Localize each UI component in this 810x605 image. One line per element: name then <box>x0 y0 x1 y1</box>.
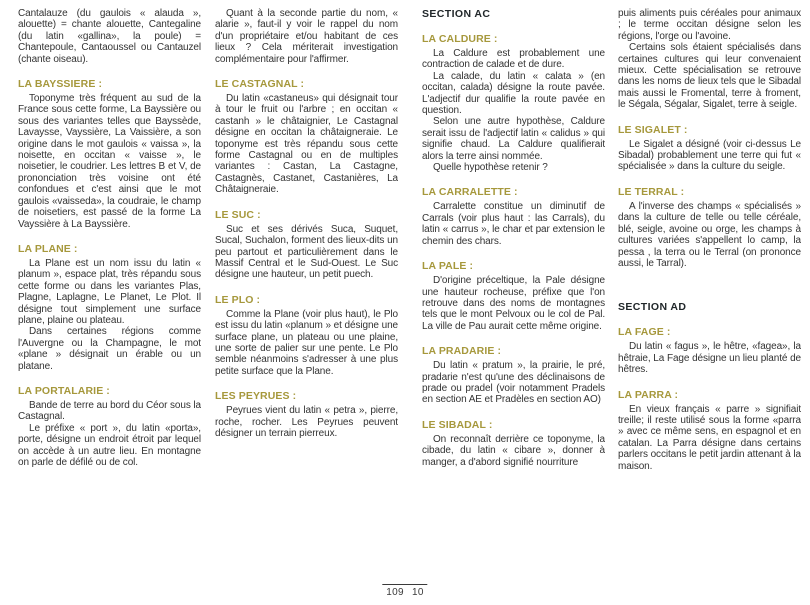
paragraph: D'origine préceltique, la Pale désigne une hauteur rocheuse, préfixe que l'on retrouve dans des noms de montagnes tels que le mont Pelvoux ou le col de Pal. La ville de Pau aurait cette même origine. <box>422 275 605 332</box>
paragraph: puis aliments puis céréales pour animaux ; le terme occitan désigne selon les régions, l'orge ou l'avoine. <box>618 8 801 42</box>
paragraph: Cantalauze (du gaulois « alauda », alouette) = chante alouette, Cantegaline (du latin «gallina», la poule) = Chantepoule, Cantaoussel ou Cantauzel (chante oiseau). <box>18 8 201 65</box>
section-heading: SECTION AC <box>422 8 491 20</box>
paragraph: Toponyme très fréquent au sud de la France sous cette forme, La Bayssière ou sous des variantes telles que Bayssède, Lavaysse, Vayssière, La Vaissière, a son origine dans le mot gaulois « vaissa », la noisette, en occitan « vaisse », le noisetier, le coudrier. Les lettres B et V, de prononciation très voisine ont été confondues et c'est ainsi que le mot gaulois «vaisseda», la coudraie, le champ de noisetiers, est passé de la forme La Vayssière à La Bayssière. <box>18 93 201 230</box>
paragraph: Certains sols étaient spécialisés dans certaines cultures qui leur convenaient mieux. Cette spécialisation se retrouve dans les noms de lieux tels que le Sibadal mais aussi le Fromental, terre à froment, le Ségala, Ségalar, Sigalet, terre à seigle. <box>618 42 801 111</box>
entry-heading: LA PRADARIE : <box>422 345 502 358</box>
paragraph: La calade, du latin « calata » (en occitan, calada) désigne la route pavée. L'adjectif dur qualifie la route pavée en question. <box>422 70 605 117</box>
paragraph: A l'inverse des champs « spécialisés » dans la culture de telle ou telle céréale, blé, seigle, avoine ou orge, les champs à cultures variées s'appellent lo camp, la pessa , la terra ou le Terral (on prononce aussi, le Tarral). <box>618 200 801 269</box>
paragraph: On reconnaît derrière ce toponyme, la cibade, du latin « cibare », donner à manger, a d'abord signifié nourriture <box>422 433 605 468</box>
paragraph: Quelle hypothèse retenir ? <box>433 162 548 174</box>
entry-heading: LE SIGALET : <box>618 123 688 136</box>
paragraph: En vieux français « parre » signifiait treille; il reste utilisé sous la forme «parra » avec ce même sens, en espagnol et en catalan. La Parra désigne dans certains parlers occitans le petit jardin attenant à la maison. <box>618 403 801 472</box>
entry-heading: LE SUC : <box>215 208 261 221</box>
entry-heading: LA PLANE : <box>18 242 78 255</box>
entry-heading: LE SIBADAL : <box>422 418 493 431</box>
column-3 <box>422 8 605 576</box>
entry-heading: LA CALDURE : <box>422 33 498 45</box>
page-footer <box>382 582 427 600</box>
paragraph: La Caldure est probablement une contraction de calade et de dure. <box>422 48 605 71</box>
section-heading: SECTION AD <box>618 301 687 314</box>
paragraph: La Plane est un nom issu du latin « planum », espace plat, très répandu sous cette forme ou dans les variantes Plas, Plagne, Laplagne, Le Planet, Le Plot. Il désigne tout simplement une surface plane, plaine ou plateau. <box>18 257 201 326</box>
entry-heading: LA PORTALARIE : <box>18 384 110 397</box>
entry-heading: LA PALE : <box>422 260 474 273</box>
page-number: 109 10 <box>382 584 427 598</box>
entry-heading: LE PLO : <box>215 293 261 306</box>
paragraph: Dans certaines régions comme l'Auvergne ou la Champagne, le mot «plane » désignait un érable ou un platane. <box>18 326 201 372</box>
paragraph: Le préfixe « port », du latin «porta», porte, désigne un endroit étroit par lequel on accède à un autre lieu. En montagne on parle de défilé ou de col. <box>18 422 201 468</box>
entry-heading: LE TERRAL : <box>618 185 685 198</box>
left-page <box>18 8 398 576</box>
paragraph: Bande de terre au bord du Céor sous la Castagnal. <box>18 399 201 423</box>
column-4 <box>618 8 801 576</box>
entry-heading: LA BAYSSIERE : <box>18 78 103 91</box>
paragraph: Comme la Plane (voir plus haut), le Plo est issu du latin «planum » et désigne une surface plane, un plateau ou une plaine, une sorte de palier sur une pente. Le Plo semble néanmoins s'adresser à une plus petite surface que la Plane. <box>215 308 398 377</box>
paragraph: Carralette constitue un diminutif de Carrals (voir plus haut : las Carrals), du latin « carrus », le char et par extension le chemin des chars. <box>422 201 605 247</box>
column-1 <box>18 8 201 576</box>
entry-heading: LE CASTAGNAL : <box>215 78 305 91</box>
paragraph: Quant à la seconde partie du nom, « alarie », faut-il y voir le rappel du nom d'un propriétaire et/ou habitant de ces lieux ? Cela mériterait investigation complémentaire pour l'affirmer. <box>215 8 398 65</box>
paragraph: Suc et ses dérivés Suca, Suquet, Sucal, Suchalon, forment des lieux-dits un peu partout et particulièrement dans le Massif Central et le Sud-Ouest. Le Suc désigne une hauteur, un petit puech. <box>215 223 398 281</box>
paragraph: Du latin «castaneus» qui désignait tour à tour le fruit ou l'arbre ; en occitan « castanh » le châtaignier, Le Castagnal désigne en occitan la châtaigneraie. Le toponyme est très répandu sous cette forme Castagnal ou en de multiples variantes : Castan, La Castagne, Castagnès, Castanet, Castanières, La Châtaigneraie. <box>215 93 398 196</box>
entry-heading: LA CARRALETTE : <box>422 186 518 199</box>
entry-heading: LA FAGE : <box>618 326 671 339</box>
entry-heading: LA PARRA : <box>618 388 679 401</box>
paragraph: Selon une autre hypothèse, Caldure serait issu de l'adjectif latin « calidus » qui signifie chaud. La Caldure qualifierait alors la terre ainsi nommée. <box>422 116 605 162</box>
paragraph: Peyrues vient du latin « petra », pierre, roche, rocher. Les Peyrues peuvent désigner un terrain pierreux. <box>215 405 398 439</box>
paragraph: Du latin « pratum », la prairie, le pré, pradarie n'est qu'une des déclinaisons de prade ou pradel (voir notamment Pradels en section AE et Pradèles en section AO) <box>422 360 605 406</box>
entry-heading: LES PEYRUES : <box>215 390 297 403</box>
column-2 <box>215 8 398 576</box>
right-page <box>422 8 801 576</box>
paragraph: Le Sigalet a désigné (voir ci-dessus Le Sibadal) probablement une terre qui fut « spécialisée » dans la culture du seigle. <box>618 138 801 173</box>
paragraph: Du latin « fagus », le hêtre, «fagea», la hêtraie, La Fage désigne un lieu planté de hêtres. <box>618 341 801 376</box>
